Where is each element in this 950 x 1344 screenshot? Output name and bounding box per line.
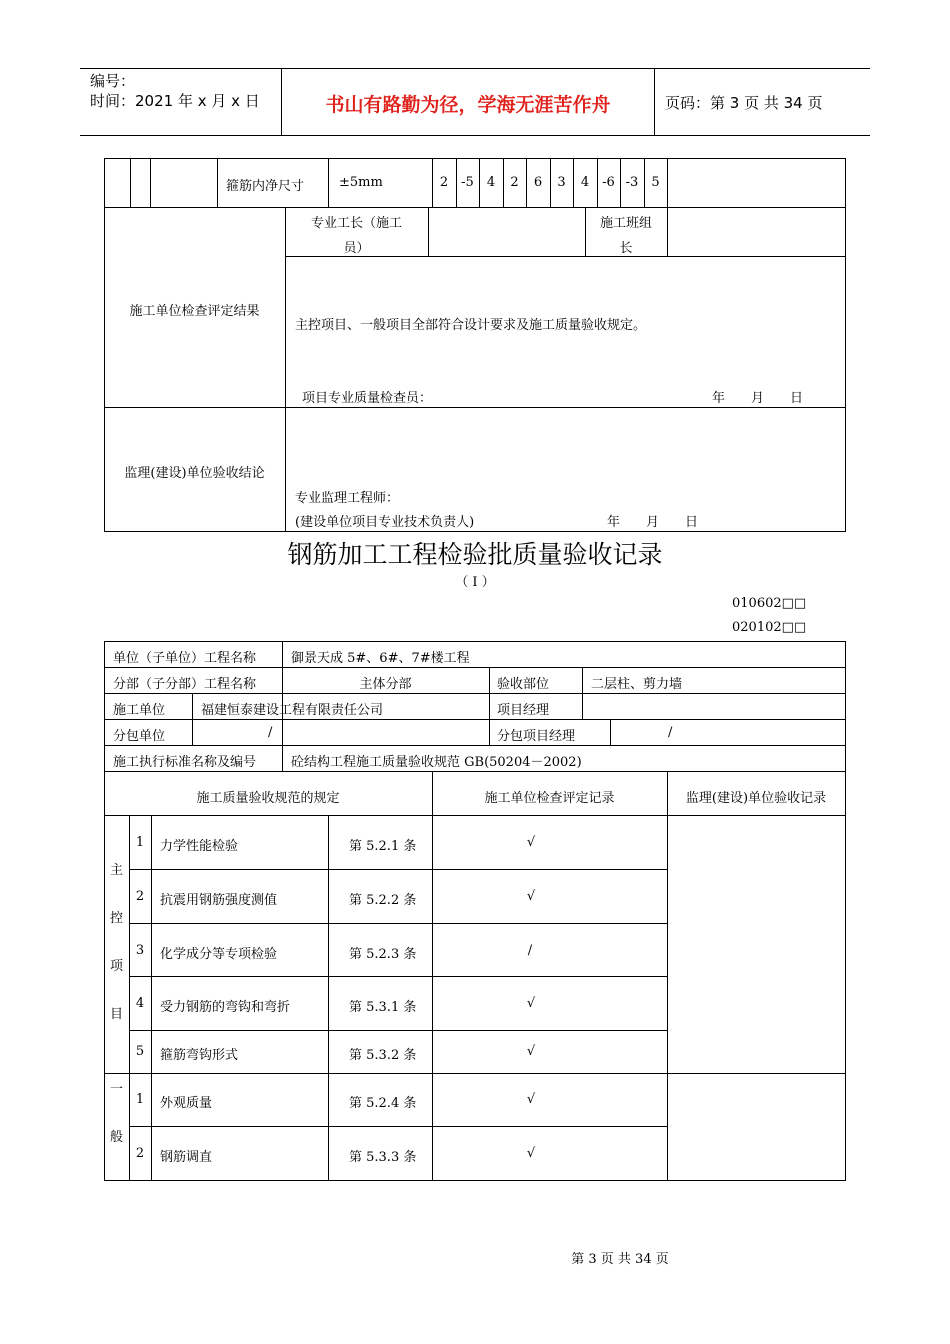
measured-value: -5 bbox=[461, 175, 474, 190]
subcontractor-value: / bbox=[268, 725, 273, 740]
item-number: 5 bbox=[135, 1044, 145, 1059]
page-footer: 第 3 页 共 34 页 bbox=[571, 1252, 669, 1267]
item-name: 箍筋弯钩形式 bbox=[160, 1048, 239, 1063]
owner-representative-label: (建设单位项目专业技术负责人) bbox=[295, 515, 475, 530]
item-result: √ bbox=[526, 1044, 536, 1059]
main-items-label-char: 目 bbox=[109, 1007, 123, 1022]
item-clause: 第 5.3.3 条 bbox=[349, 1150, 417, 1165]
header-divider bbox=[654, 68, 655, 136]
supervisor-date: 年 月 日 bbox=[607, 515, 699, 530]
item-clause: 第 5.2.2 条 bbox=[349, 893, 417, 908]
form-code: 020102□□ bbox=[732, 620, 807, 635]
tolerance-value: ±5mm bbox=[339, 175, 383, 190]
item-clause: 第 5.2.1 条 bbox=[349, 839, 417, 854]
main-items-label-char: 项 bbox=[109, 959, 123, 974]
item-result: √ bbox=[526, 996, 536, 1011]
item-name: 受力钢筋的弯钩和弯折 bbox=[160, 1000, 291, 1015]
contractor-result-text: 主控项目、一般项目全部符合设计要求及施工质量验收规定。 bbox=[295, 318, 647, 333]
project-manager-label: 项目经理 bbox=[497, 703, 550, 718]
supervisor-conclusion-label: 监理(建设)单位验收结论 bbox=[124, 466, 265, 481]
item-number: 3 bbox=[135, 943, 145, 958]
standard-label: 施工执行标准名称及编号 bbox=[113, 755, 257, 770]
subdivision-value: 主体分部 bbox=[359, 677, 412, 692]
form-title: 钢筋加工工程检验批质量验收记录 bbox=[287, 540, 663, 569]
contractor-label: 施工单位 bbox=[113, 703, 166, 718]
spec-column-header: 施工质量验收规范的规定 bbox=[196, 791, 340, 806]
item-clause: 第 5.2.3 条 bbox=[349, 947, 417, 962]
header-bottom-rule bbox=[80, 135, 870, 136]
project-name-label: 单位（子单位）工程名称 bbox=[113, 651, 257, 666]
document-number: 编号： bbox=[90, 72, 136, 90]
header-top-rule bbox=[80, 68, 870, 69]
item-number: 1 bbox=[135, 1092, 145, 1107]
item-number: 2 bbox=[135, 1146, 145, 1161]
measured-value: 3 bbox=[557, 175, 566, 190]
measured-value: 4 bbox=[486, 175, 496, 190]
subdivision-label: 分部（子分部）工程名称 bbox=[113, 677, 257, 692]
measured-value: 2 bbox=[439, 175, 449, 190]
stirrup-size-item: 箍筋内净尺寸 bbox=[226, 179, 305, 194]
item-name: 化学成分等专项检验 bbox=[160, 947, 278, 962]
item-result: √ bbox=[526, 835, 536, 850]
acceptance-part-value: 二层柱、剪力墙 bbox=[591, 677, 683, 692]
project-name-value: 御景天成 5#、6#、7#楼工程 bbox=[291, 651, 470, 666]
supervisor-engineer-label: 专业监理工程师： bbox=[295, 491, 400, 506]
measured-value: 4 bbox=[580, 175, 590, 190]
item-result: / bbox=[527, 943, 533, 958]
team-leader-label-line2: 长 bbox=[619, 241, 633, 256]
page-number: 页码：第 3 页 共 34 页 bbox=[665, 94, 823, 112]
measured-value: 2 bbox=[510, 175, 519, 190]
sub-project-manager-value: / bbox=[668, 725, 673, 740]
main-items-label bbox=[104, 859, 129, 1027]
form-code: 010602□□ bbox=[732, 596, 807, 611]
supervisor-record-column-header: 监理(建设)单位验收记录 bbox=[685, 791, 827, 806]
form-subtitle: （ Ⅰ ） bbox=[455, 575, 495, 590]
item-name: 力学性能检验 bbox=[160, 839, 239, 854]
foreman-label-line1: 专业工长（施工 bbox=[310, 216, 402, 231]
document-time: 时间：2021 年 x 月 x 日 bbox=[90, 92, 260, 110]
item-number: 2 bbox=[135, 889, 145, 904]
measured-value: 5 bbox=[651, 175, 660, 190]
item-name: 抗震用钢筋强度测值 bbox=[160, 893, 278, 908]
general-items-label bbox=[104, 1078, 129, 1150]
item-name: 外观质量 bbox=[160, 1096, 213, 1111]
acceptance-part-label: 验收部位 bbox=[497, 677, 550, 692]
item-clause: 第 5.2.4 条 bbox=[349, 1096, 417, 1111]
item-name: 钢筋调直 bbox=[160, 1150, 213, 1165]
general-items-label-char: 一 bbox=[109, 1082, 123, 1097]
item-number: 4 bbox=[135, 996, 145, 1011]
team-leader-label-line1: 施工班组 bbox=[599, 216, 652, 231]
main-items-label-char: 主 bbox=[109, 863, 123, 878]
item-result: √ bbox=[526, 1092, 536, 1107]
sub-project-manager-label: 分包项目经理 bbox=[497, 729, 576, 744]
main-items-label-char: 控 bbox=[109, 911, 123, 926]
contractor-record-column-header: 施工单位检查评定记录 bbox=[484, 791, 615, 806]
measured-value: -6 bbox=[602, 175, 615, 190]
item-result: √ bbox=[526, 1146, 536, 1161]
standard-value: 砼结构工程施工质量验收规范 GB(50204－2002) bbox=[291, 755, 582, 770]
contractor-value: 福建恒泰建设工程有限责任公司 bbox=[201, 703, 384, 718]
measured-value: 6 bbox=[533, 175, 543, 190]
header-motto: 书山有路勤为径，学海无涯苦作舟 bbox=[325, 94, 611, 116]
inspection-date: 年 月 日 bbox=[712, 391, 804, 406]
contractor-result-label: 施工单位检查评定结果 bbox=[129, 304, 260, 319]
general-items-label-char: 般 bbox=[109, 1130, 123, 1145]
subcontractor-label: 分包单位 bbox=[113, 729, 166, 744]
item-clause: 第 5.3.2 条 bbox=[349, 1048, 417, 1063]
measured-value: -3 bbox=[625, 175, 639, 190]
quality-inspector-label: 项目专业质量检查员： bbox=[302, 391, 433, 406]
foreman-label-line2: 员） bbox=[343, 241, 370, 256]
item-number: 1 bbox=[135, 835, 145, 850]
item-result: √ bbox=[526, 889, 536, 904]
item-clause: 第 5.3.1 条 bbox=[349, 1000, 417, 1015]
